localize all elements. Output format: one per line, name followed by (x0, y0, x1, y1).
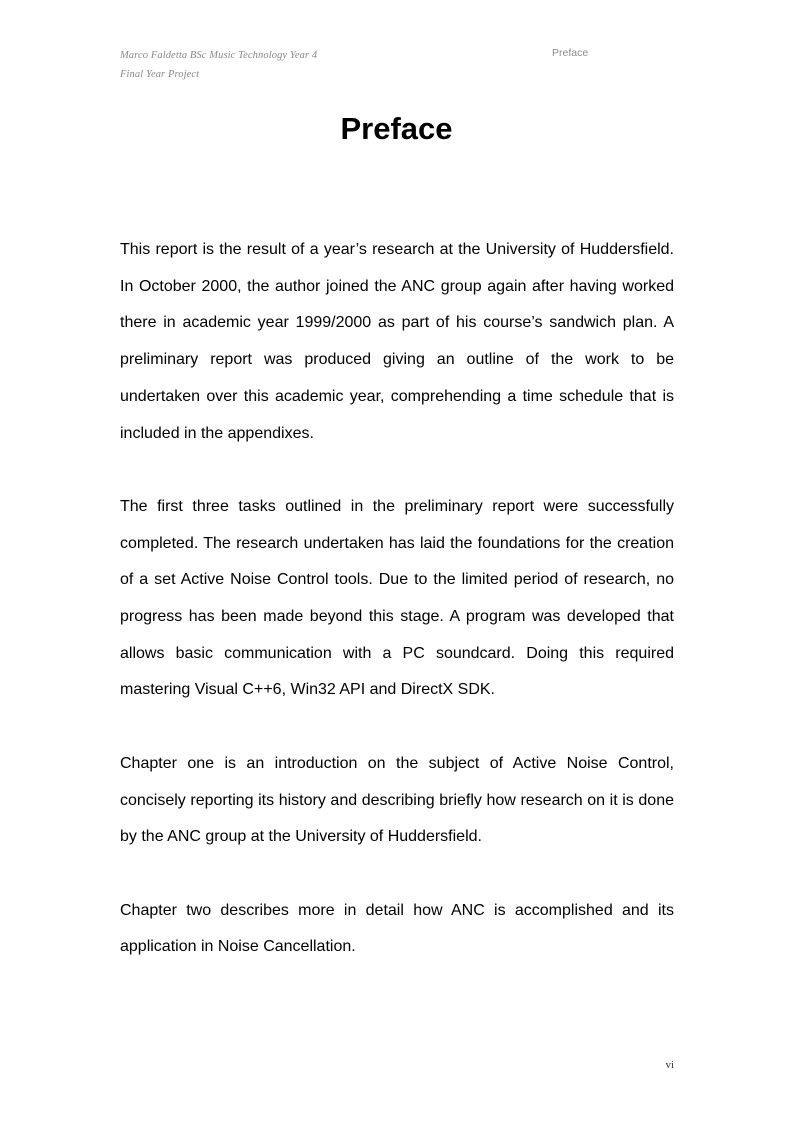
page-title: Preface (340, 111, 453, 146)
header-author-line: Marco Faldetta BSc Music Technology Year 4 (120, 50, 318, 61)
paragraph-tasks: The first three tasks outlined in the preliminary report were successfully completed. The research undertaken has laid the foundations for the creation of a set Active Noise Control tools. Due to the limited period of research, no progress has been made beyond this stage. A program was developed that allows basic communication with a PC soundcard. Doing this required mastering Visual C++6, Win32 API and DirectX SDK. (120, 497, 674, 699)
paragraph-chapter-one: Chapter one is an introduction on the subject of Active Noise Control, concisely reporting its history and describing briefly how research on it is done by the ANC group at the University of Huddersfield. (120, 754, 674, 846)
paragraph-intro: This report is the result of a year’s research at the University of Huddersfield. In October 2000, the author joined the ANC group again after having worked there in academic year 1999/2000 as part of his course’s sandwich plan. A preliminary report was produced giving an outline of the work to be undertaken over this academic year, comprehending a time schedule that is included in the appendixes. (120, 241, 674, 442)
running-header-section: Preface (552, 47, 589, 59)
header-project-line: Final Year Project (120, 69, 200, 80)
paragraph-chapter-two: Chapter two describes more in detail how ANC is accomplished and its application in Noise Cancellation. (120, 901, 674, 956)
running-header-left (120, 46, 317, 84)
body-text (120, 232, 674, 1003)
page-number: vi (665, 1059, 674, 1071)
